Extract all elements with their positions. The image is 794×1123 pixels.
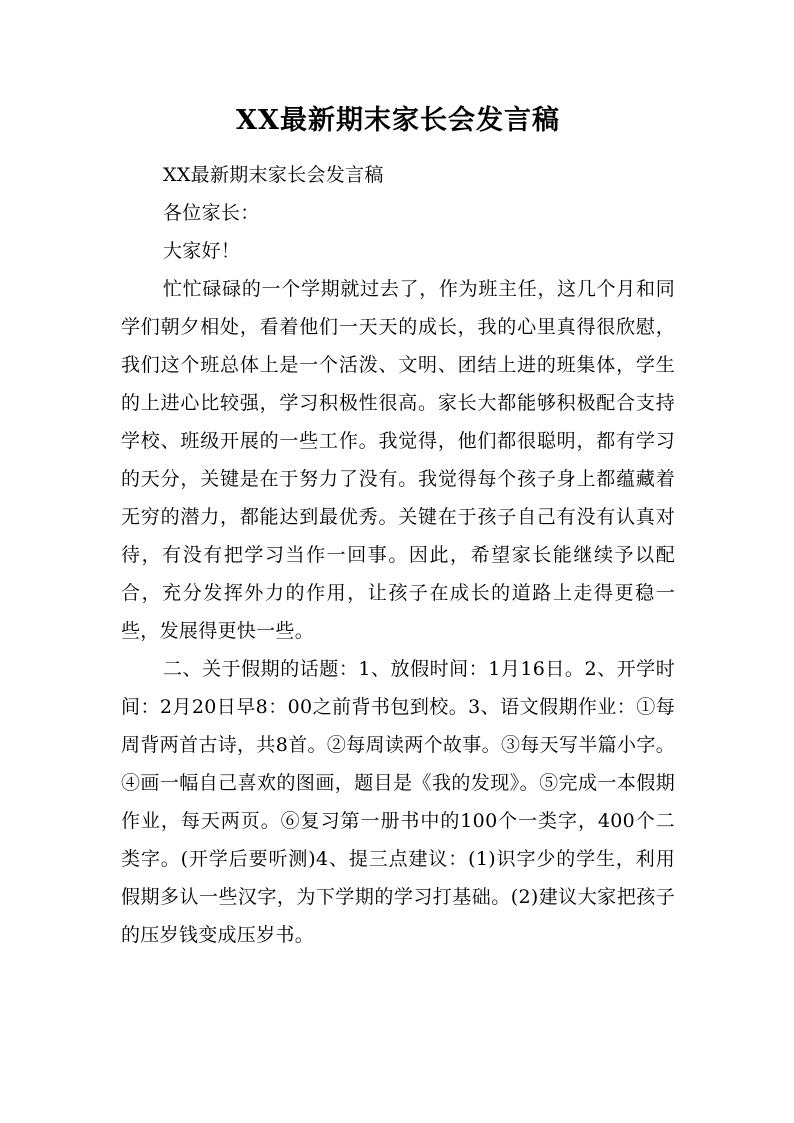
salutation-paragraph: 各位家长：	[163, 202, 260, 224]
document-title: XX最新期末家长会发言稿	[236, 105, 560, 136]
greeting-paragraph: 大家好！	[163, 240, 241, 262]
document-body	[121, 156, 675, 954]
subtitle-paragraph: XX最新期末家长会发言稿	[163, 164, 384, 186]
body-paragraph-semester: 忙忙碌碌的一个学期就过去了，作为班主任，这几个月和同学们朝夕相处，看着他们一天天的成长，我的心里真得很欣慰，我们这个班总体上是一个活泼、文明、团结上进的班集体，学生的上进心比较强，学习积极性很高。家长大都能够积极配合支持学校、班级开展的一些工作。我觉得，他们都很聪明，都有学习的天分，关键是在于努力了没有。我觉得每个孩子身上都蕴藏着无穷的潜力，都能达到最优秀。关键在于孩子自己有没有认真对待，有没有把学习当作一回事。因此，希望家长能继续予以配合，充分发挥外力的作用，让孩子在成长的道路上走得更稳一些，发展得更快一些。	[121, 278, 675, 642]
body-paragraph-holiday: 二、关于假期的话题：1、放假时间：1月16日。2、开学时间：2月20日早8：00之前背书包到校。3、语文假期作业：①每周背两首古诗，共8首。②每周读两个故事。③每天写半篇小字。④画一幅自己喜欢的图画，题目是《我的发现》。⑤完成一本假期作业，每天两页。⑥复习第一册书中的100个一类字，400个二类字。(开学后要听测)4、提三点建议：(1)识字少的学生，利用假期多认一些汉字，为下学期的学习打基础。(2)建议大家把孩子的压岁钱变成压岁书。	[121, 658, 675, 946]
